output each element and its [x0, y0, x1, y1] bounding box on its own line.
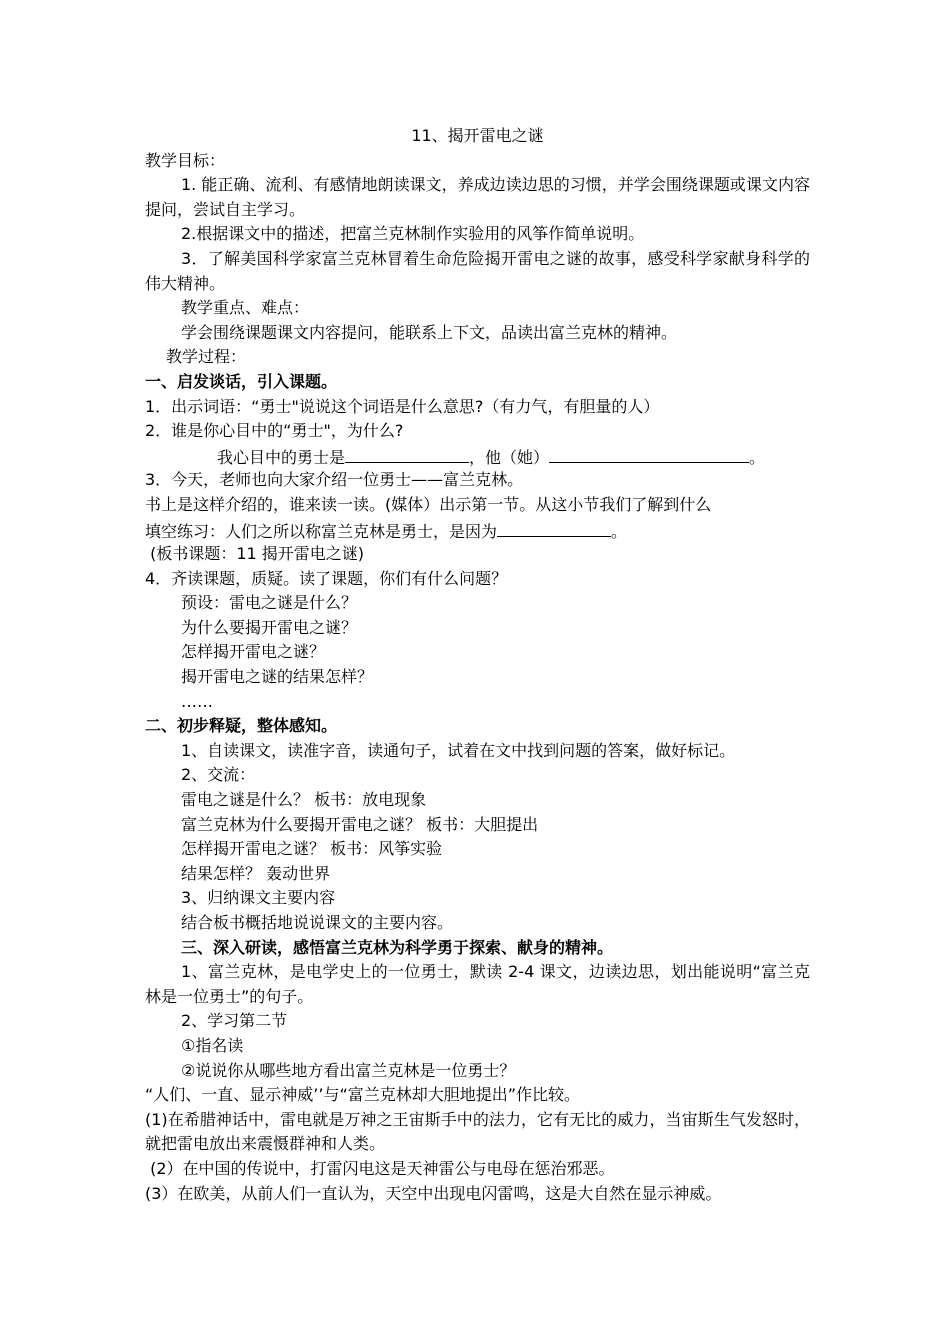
answer-3: 怎样揭开雷电之谜？ 板书：风筝实验: [181, 839, 443, 859]
section-2-item-3-text: 结合板书概括地说说课文的主要内容。: [181, 913, 454, 932]
fill-text-b: ，他（她）: [469, 447, 550, 467]
fill-in-line-hero: [145, 444, 810, 469]
section-2-item-2: 2、交流：: [181, 765, 256, 785]
paragraph-western-belief: (3）在欧美，从前人们一直认为，天空中出现电闪雷鸣，这是大自然在显示神威。: [145, 1183, 722, 1203]
lesson-title: 11、揭开雷电之谜: [411, 126, 544, 145]
section-1-heading: 一、启发谈话，引入课题。: [145, 371, 338, 391]
blank-line: [345, 444, 469, 463]
fill-text-c: 。: [749, 447, 766, 467]
key-points-text: 学会围绕课题课文内容提问，能联系上下文，品读出富兰克林的精神。: [181, 322, 678, 342]
objective-1: 1. 能正确、流利、有感情地朗读课文，养成边读边思的习惯，并学会围绕课题或课文内容提问，尝试自主学习。: [145, 175, 810, 219]
answer-1: 雷电之谜是什么？ 板书：放电现象: [181, 790, 427, 810]
answer-2: 富兰克林为什么要揭开雷电之谜？ 板书：大胆提出: [181, 814, 539, 834]
section-1-item-2: 2．谁是你心目中的“勇士"，为什么?: [145, 421, 404, 441]
section-1-fill-exercise: [145, 518, 810, 543]
section-2-heading: 二、初步释疑，整体感知。: [145, 716, 338, 736]
comparison-note: “人们、一直、显示神威’’与“富兰克林却大胆地提出”作比较。: [145, 1085, 581, 1105]
question-ellipsis: ……: [181, 691, 213, 711]
question-3: 怎样揭开雷电之谜？: [181, 642, 326, 662]
section-1-item-4: 4．齐读课题，质疑。读了课题，你们有什么问题？: [145, 568, 508, 588]
blank-line: [549, 444, 749, 463]
section-3-heading: 三、深入研读，感悟富兰克林为科学勇于探索、献身的精神。: [181, 937, 614, 957]
fill-exercise-text: 填空练习：人们之所以称富兰克林是勇士，是因为: [145, 521, 498, 541]
section-1-item-3: 3．今天，老师也向大家介绍一位勇士——富兰克林。: [145, 470, 524, 490]
question-2: 为什么要揭开雷电之谜？: [181, 617, 358, 637]
section-3-item-2: 2、学习第二节: [181, 1011, 288, 1031]
question-4: 揭开雷电之谜的结果怎样？: [181, 667, 374, 687]
objective-3: 3．了解美国科学家富兰克林冒着生命危险揭开雷电之谜的故事，感受科学家献身科学的伟大精神。: [145, 248, 810, 293]
paragraph-greek-myth: (1)在希腊神话中，雷电就是万神之王宙斯手中的法力，它有无比的威力，当宙斯生气发怒时，就把雷电放出来震慑群神和人类。: [145, 1109, 810, 1154]
paragraph-chinese-legend: (2）在中国的传说中，打雷闪电这是天神雷公与电母在惩治邪恶。: [145, 1158, 615, 1178]
section-3-item-1: 1、富兰克林，是电学史上的一位勇士，默读 2-4 课文，边读边思，划出能说明“富兰克林是一位勇士”的句子。: [145, 962, 810, 1006]
fill-text-a: 我心目中的勇士是: [217, 447, 346, 467]
objectives-heading: 教学目标：: [145, 150, 226, 170]
answer-4: 结果怎样？ 轰动世界: [181, 863, 331, 883]
key-points-heading: 教学重点、难点：: [181, 298, 310, 318]
section-3-item-2b: ②说说你从哪些地方看出富兰克林是一位勇士？: [181, 1060, 516, 1080]
question-1: 预设：雷电之谜是什么？: [181, 593, 358, 613]
blank-line: [497, 518, 611, 537]
section-1-item-3-reading: 书上是这样介绍的，谁来读一读。(媒体）出示第一节。从这小节我们了解到什么: [145, 494, 712, 514]
section-2-item-1: 1、自读课文，读准字音，读通句子，试着在文中找到问题的答案，做好标记。: [181, 740, 736, 760]
fill-exercise-end: 。: [611, 521, 628, 541]
objective-2: 2.根据课文中的描述，把富兰克林制作实验用的风筝作简单说明。: [181, 224, 645, 244]
process-heading: 教学过程：: [166, 347, 247, 367]
section-1-item-1: 1．出示词语：“勇士"说说这个词语是什么意思?（有力气，有胆量的人）: [145, 396, 660, 416]
section-3-item-2a: ①指名读: [181, 1035, 244, 1055]
document-body: [145, 124, 810, 1206]
section-2-item-3: 3、归纳课文主要内容: [181, 888, 336, 908]
board-title-note: (板书课题：11 揭开雷电之谜): [145, 544, 365, 564]
